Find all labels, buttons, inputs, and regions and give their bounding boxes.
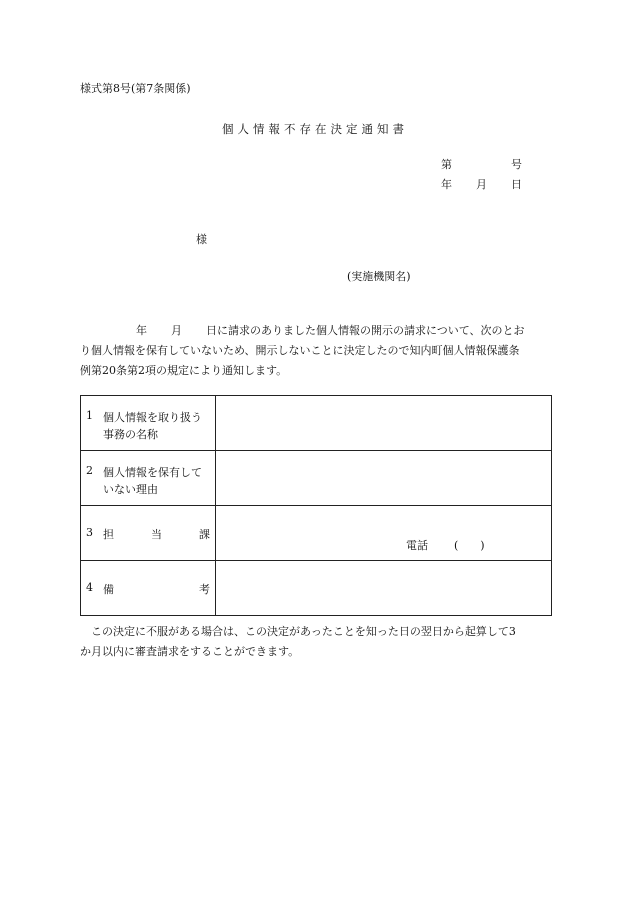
label-cell-remarks [81, 561, 216, 616]
label-cell-section [81, 506, 216, 561]
phone-label: 電話 [406, 539, 428, 552]
label-char: 課 [199, 528, 210, 541]
appeal-notice-line-1 [80, 622, 552, 642]
row-number: 1 [86, 409, 93, 422]
phone-open-paren: ( [454, 539, 459, 552]
addressee-honorific: 様 [196, 233, 207, 246]
row-number: 4 [86, 581, 93, 594]
value-cell-section[interactable] [216, 506, 552, 561]
value-cell-business-name[interactable] [216, 396, 552, 451]
label-char: 考 [199, 583, 210, 596]
label-cell-reason [81, 451, 216, 506]
row-number: 3 [86, 526, 93, 539]
body-month: 月 [171, 324, 182, 337]
notice-body-line-1 [80, 321, 552, 341]
document-title: 個人情報不存在決定通知書 [222, 122, 408, 136]
body-year: 年 [136, 324, 147, 337]
appeal-notice-line-2: か月以内に審査請求をすることができます。 [80, 645, 300, 658]
value-cell-reason[interactable] [216, 451, 552, 506]
form-number: 様式第8号(第7条関係) [80, 82, 191, 95]
agency-name-label: (実施機関名) [347, 270, 411, 283]
row-number: 2 [86, 464, 93, 477]
reference-dai: 第 [441, 158, 452, 171]
table-row [81, 506, 552, 561]
row-label: 個人情報を保有していない理由 [103, 466, 202, 496]
label-char: 備 [103, 583, 114, 596]
label-char: 担 [103, 528, 114, 541]
date-year: 年 [441, 178, 452, 191]
date-month: 月 [476, 178, 487, 191]
row-label [103, 526, 210, 542]
label-cell-business-name [81, 396, 216, 451]
notice-body [80, 321, 552, 381]
table-row [81, 396, 552, 451]
row-label [103, 581, 210, 597]
phone-close-paren: ) [480, 539, 485, 552]
value-cell-remarks[interactable] [216, 561, 552, 616]
notice-body-line-3: 例第20条第2項の規定により通知します。 [80, 364, 288, 377]
date-day: 日 [511, 178, 522, 191]
reference-go: 号 [511, 158, 522, 171]
information-table [80, 395, 552, 616]
notice-body-line-2: り個人情報を保有していないため、開示しないことに決定したので知内町個人情報保護条 [80, 344, 520, 357]
body-line1-rest: 日に請求のありました個人情報の開示の請求について、次のとお [206, 324, 525, 337]
row-label: 個人情報を取り扱う事務の名称 [103, 411, 202, 441]
table-row [81, 451, 552, 506]
label-char: 当 [151, 528, 162, 541]
phone-field [406, 537, 485, 553]
table-row [81, 561, 552, 616]
appeal-notice [80, 622, 552, 662]
appeal-notice-line-1-text: この決定に不服がある場合は、この決定があったことを知った日の翌日から起算して3 [91, 625, 516, 638]
